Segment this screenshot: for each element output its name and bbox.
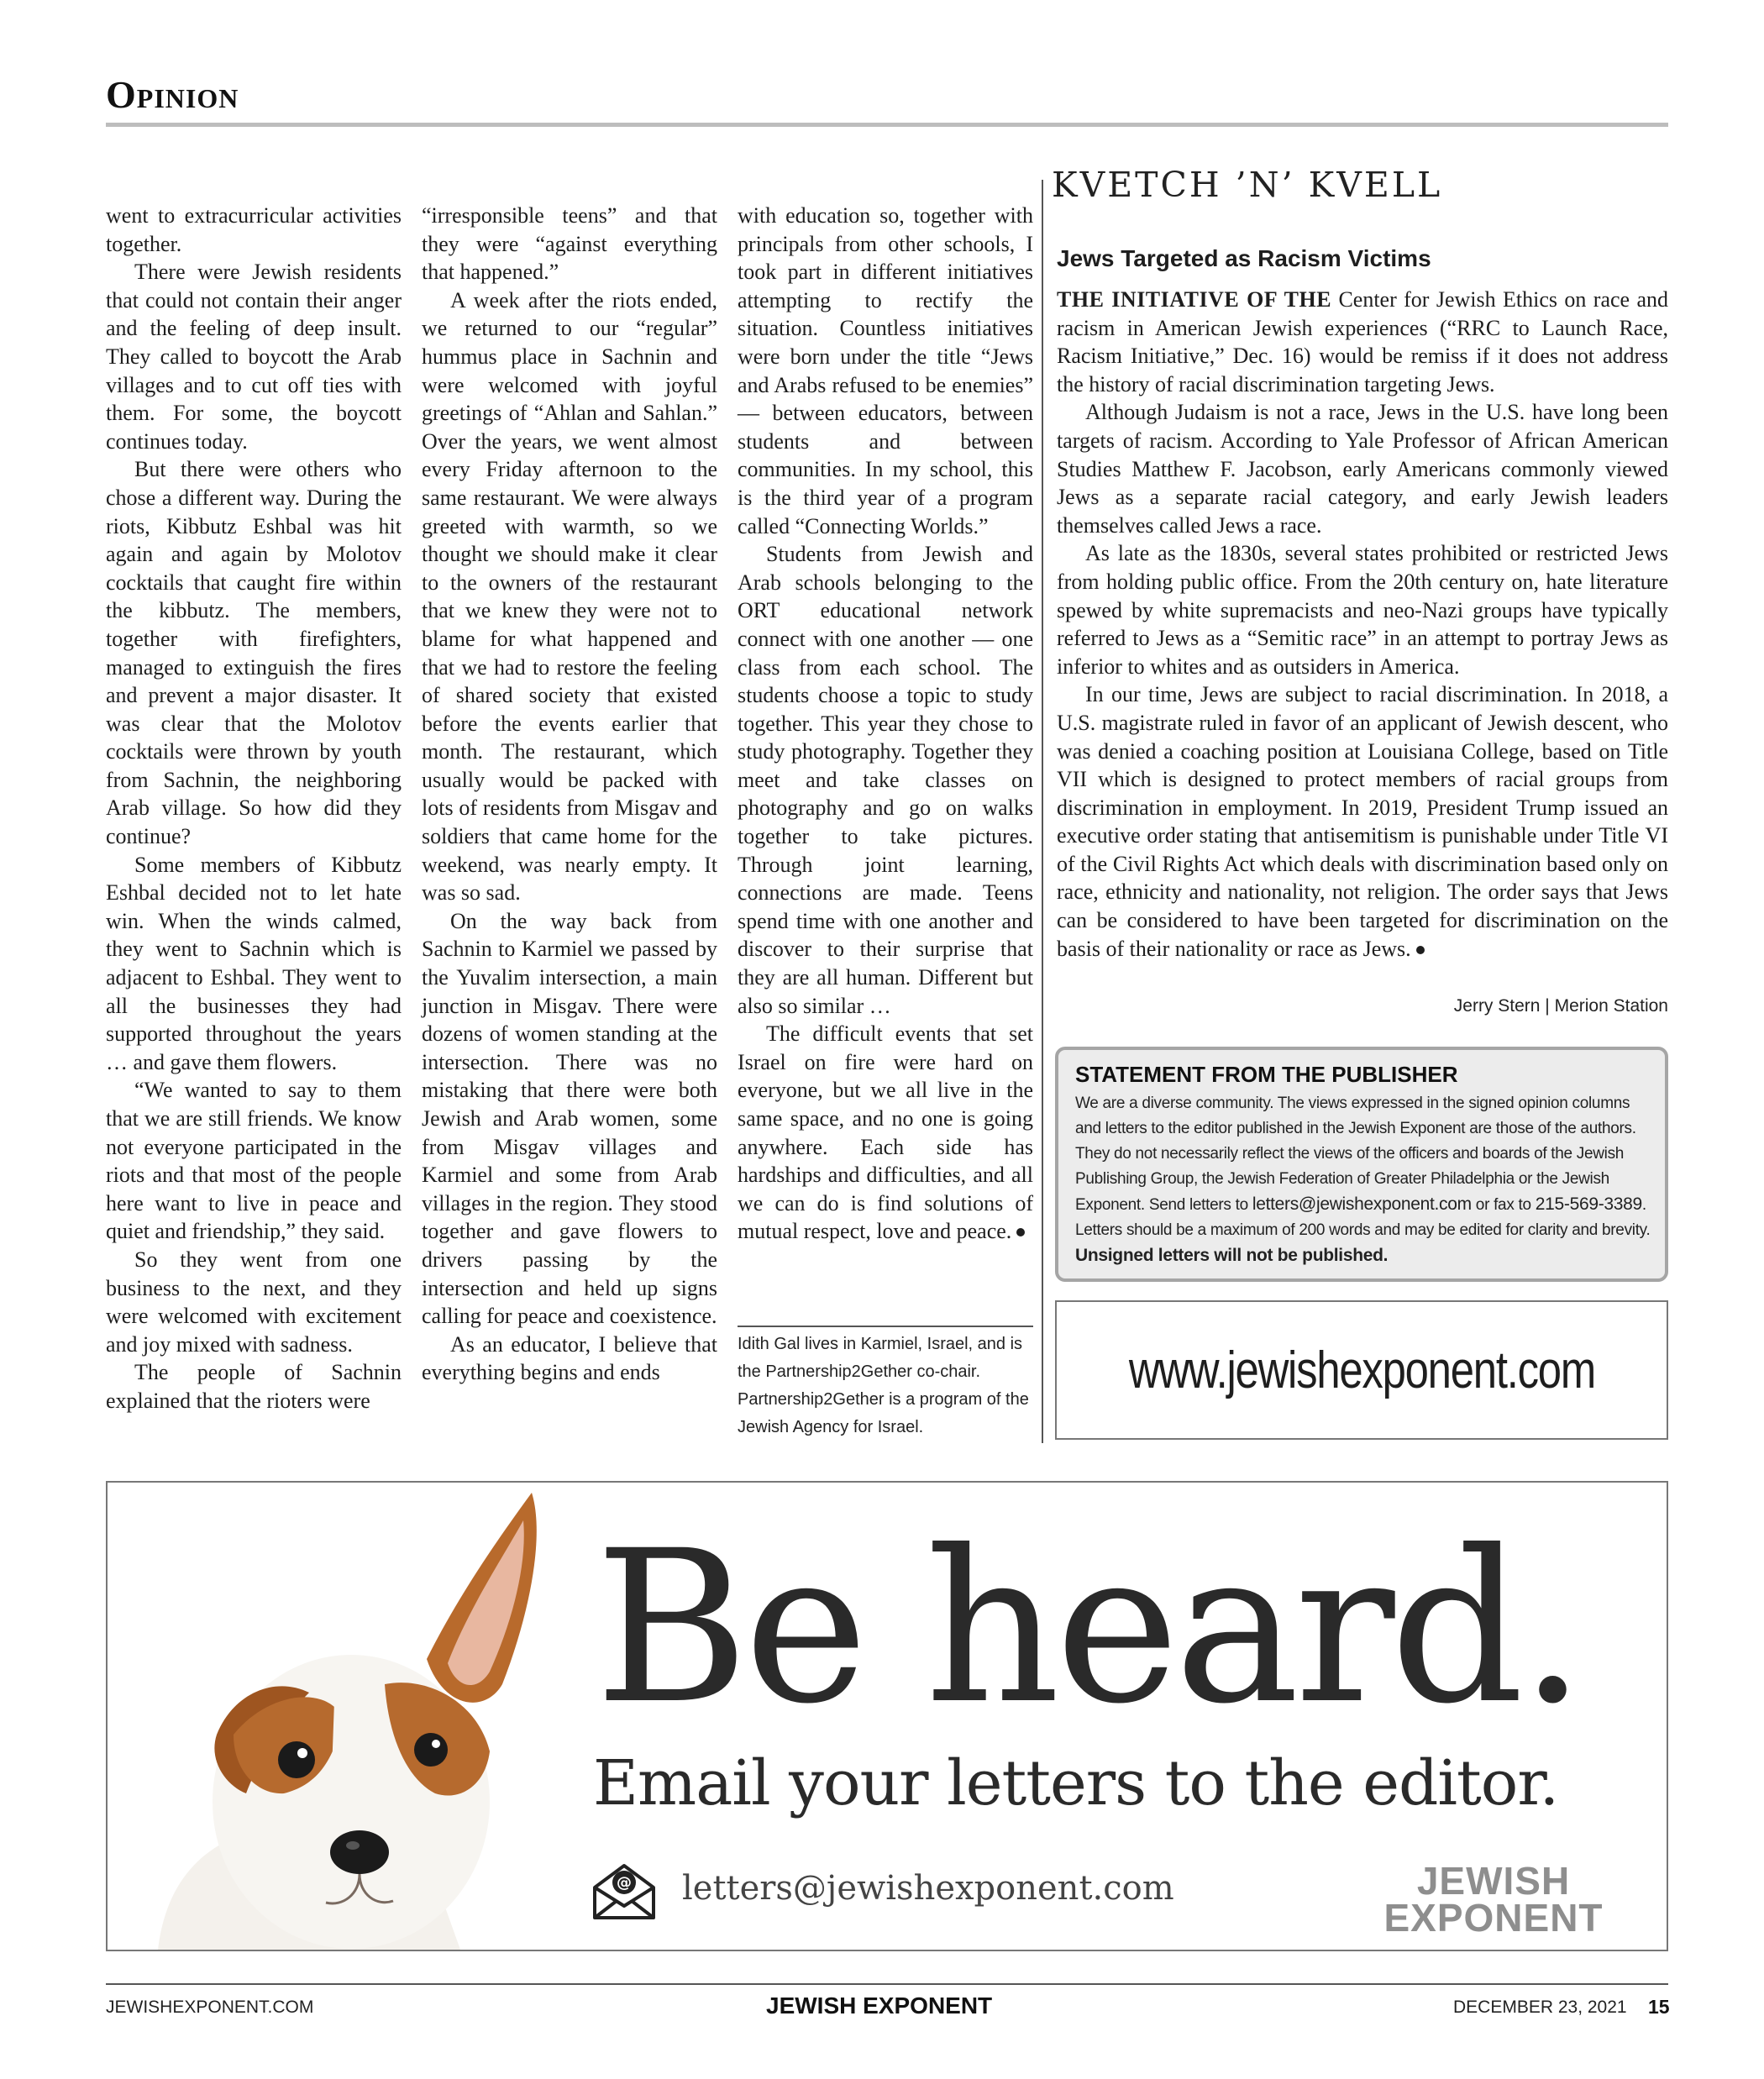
article-paragraph: On the way back from Sachnin to Karmiel we passed by the Yuvalim intersection, a main junction in Misgav. There were dozens of women standing at the intersection. There was no mistaking that there were both Jewish and Arab women, some from Misgav villages and Karmiel and some from Arab villages in the region. They stood together and gave flowers to drivers passing by the intersection and held up signs calling for peace and coexistence. xyxy=(422,908,717,1329)
page-number: 15 xyxy=(1648,1996,1670,2018)
article-paragraph-text: The difficult events that set Israel on fire were hard on everyone, but we all live in the same space, and no one is going anywhere. Each side has hardships and difficulties, and all we can do is find solutions of mutual respect, love and peace. xyxy=(738,1021,1033,1244)
article-paragraph: As an educator, I believe that everything begins and ends xyxy=(422,1331,717,1385)
article-paragraph xyxy=(738,1020,1033,1246)
article-column-1 xyxy=(106,202,402,1415)
letter-paragraph xyxy=(1057,680,1668,963)
website-url[interactable]: www.jewishexponent.com xyxy=(1128,1341,1595,1399)
article-paragraph: “irresponsible teens” and that they were “against everything that happened.” xyxy=(422,203,717,285)
footer-rule xyxy=(106,1983,1668,1985)
publisher-text-part: We are a diverse community. The views expressed in the signed opinion columns and letters to the editor published in the Jewish Exponent are those of the authors. They do not necessarily reflect the views of the officers and boards of the Jewish Publishing Group, the Jewish Federation of Greater Philadelphia or the Jewish Exponent. Send letters to xyxy=(1075,1095,1636,1214)
letter-paragraph-text: In our time, Jews are subject to racial discrimination. In 2018, a U.S. magistrate ruled in favor of an applicant of Jewish descent, who was denied a coaching position at Louisiana College, based on Title VII which is designed to protect members of racial groups from discrimination in employment. In 2019, President Trump issued an executive order stating that antisemitism is punishable under Title VI of the Civil Rights Act which deals with discrimination based only on race, ethnicity and nationality, not religion. The order says that Jews can be considered to have been targeted for discrimination on the basis of their nationality or race as Jews. xyxy=(1057,682,1668,961)
letter-headline: Jews Targeted as Racism Victims xyxy=(1057,245,1431,271)
ad-email-link[interactable]: letters@jewishexponent.com xyxy=(682,1869,1174,1908)
article-paragraph: “We wanted to say to them that we are still friends. We know not everyone participated in the riots and that most of the people here want to live in peace and quiet and friendship,” they said. xyxy=(106,1078,402,1244)
logo-line: EXPONENT xyxy=(1383,1896,1604,1940)
article-column-3 xyxy=(738,202,1033,1246)
letter-paragraph: As late as the 1830s, several states prohibited or restricted Jews from holding public office. From the 20th century on, hate literature spewed by white supremacists and neo-Nazi groups have typically referred to Jews as a “Semitic race” in an attempt to portray Jews as inferior to whites and as outsiders in America. xyxy=(1057,541,1668,679)
article-paragraph: But there were others who chose a different way. During the riots, Kibbutz Eshbal was hit again and again by Molotov cocktails that caught fire within the kibbutz. The members, together with firefighters, managed to extinguish the fires and prevent a major disaster. It was clear that the Molotov cocktails were thrown by youth from Sachnin, the neighboring Arab village. So how did they continue? xyxy=(106,457,402,849)
publisher-fax: 215-569-3389 xyxy=(1535,1194,1642,1214)
publisher-statement-box xyxy=(1055,1047,1668,1282)
email-envelope-icon xyxy=(591,1862,657,1921)
letter-paragraph: Although Judaism is not a race, Jews in the U.S. have long been targets of racism. According to Yale Professor of African American Studies Matthew F. Jacobson, early Americans commonly viewed Jews as a separate racial category, and early Jewish leaders themselves called Jews a race. xyxy=(1057,400,1668,538)
end-mark-icon xyxy=(1016,1228,1025,1236)
publisher-statement-text xyxy=(1075,1091,1651,1269)
article-paragraph: with education so, together with principals from other schools, I took part in different initiatives attempting to rectify the situation. Countless initiatives were born under the title “Jews and Arabs refused to be enemies” — between educators, between students and between communities. In my school, this is the third year of a program called “Connecting Worlds.” xyxy=(738,203,1033,538)
article-paragraph: A week after the riots ended, we returned to our “regular” hummus place in Sachnin and were welcomed with joyful greetings of “Ahlan and Sahlan.” Over the years, we went almost every Friday afternoon to the same restaurant. We were always greeted with warmth, so we thought we should make it clear to the owners of the restaurant that we knew they were not to blame for what happened and that we had to restore the feeling of shared society that existed before the events earlier that month. The restaurant, which usually would be packed with lots of residents from Misgav and soldiers that came home for the weekend, was nearly empty. It was so sad. xyxy=(422,287,717,906)
logo-line: JEWISH xyxy=(1416,1859,1571,1903)
dog-illustration xyxy=(108,1483,578,1950)
end-mark-icon xyxy=(1416,946,1425,954)
publisher-statement-title: STATEMENT FROM THE PUBLISHER xyxy=(1075,1062,1458,1087)
kvetch-kvell-title: KVETCH ’N’ KVELL xyxy=(1052,165,1443,205)
svg-text:@: @ xyxy=(617,1874,632,1892)
letter-lead-in: THE INITIATIVE OF THE xyxy=(1057,287,1332,312)
article-paragraph: There were Jewish residents that could not contain their anger and the feeling of deep insult. They called to boycott the Arab villages and to cut off ties with them. For some, the boycott continues today. xyxy=(106,260,402,454)
ad-headline: Be heard. xyxy=(595,1505,1582,1750)
footer-date: DECEMBER 23, 2021 xyxy=(1453,1998,1627,2017)
website-box[interactable] xyxy=(1055,1300,1668,1440)
section-label: Opinion xyxy=(106,73,239,116)
bio-divider xyxy=(738,1326,1033,1327)
article-paragraph: went to extracurricular activities together. xyxy=(106,203,402,256)
letter-body xyxy=(1057,286,1668,963)
letters-advertisement xyxy=(106,1481,1668,1951)
article-paragraph: Students from Jewish and Arab schools belonging to the ORT educational network connect with one another — one class from each school. The students choose a topic to study together. This year they chose to study photography. Together they meet and take classes on photography and go on walks together to take pictures. Through joint learning, connections are made. Teens spend time with one another and discover to their surprise that they are all human. Different but also so similar … xyxy=(738,542,1033,1018)
footer-publication: JEWISH EXPONENT xyxy=(766,1992,993,2019)
publisher-text-part: or fax to xyxy=(1471,1196,1536,1214)
column-divider xyxy=(1042,180,1043,1443)
publisher-bold-note: Unsigned letters will not be published. xyxy=(1075,1246,1389,1265)
article-paragraph: Some members of Kibbutz Eshbal decided not to let hate win. When the winds calmed, they went to Sachnin which is adjacent to Eshbal. They went to all the businesses they had supported throughout the years … and gave them flowers. xyxy=(106,852,402,1074)
publisher-email-link[interactable]: letters@jewishexponent.com xyxy=(1252,1194,1472,1214)
author-bio: Idith Gal lives in Karmiel, Israel, and is the Partnership2Gether co-chair. Partnership2Gether is a program of the Jewish Agency for Israel. xyxy=(738,1335,1029,1436)
article-column-2 xyxy=(422,202,717,1387)
jewish-exponent-logo xyxy=(1368,1859,1620,1940)
header-rule xyxy=(106,123,1668,127)
ad-subline: Email your letters to the editor. xyxy=(593,1747,1559,1819)
article-paragraph: The people of Sachnin explained that the rioters were xyxy=(106,1360,402,1413)
article-paragraph: So they went from one business to the next, and they were welcomed with excitement and joy mixed with sadness. xyxy=(106,1247,402,1357)
letter-signature: Jerry Stern | Merion Station xyxy=(1453,996,1668,1016)
publisher-text-part: . Letters should be a maximum of 200 words and may be edited for clarity and brevity. xyxy=(1075,1196,1651,1239)
letter-paragraph-text: Center for Jewish Ethics on race and racism in American Jewish experiences (“RRC to Launch Race, Racism Initiative,” Dec. 16) would be remiss if it does not address the history of racial discrimination targeting Jews. xyxy=(1057,287,1668,396)
letter-paragraph xyxy=(1057,286,1668,398)
footer-site[interactable]: JEWISHEXPONENT.COM xyxy=(106,1998,314,2017)
